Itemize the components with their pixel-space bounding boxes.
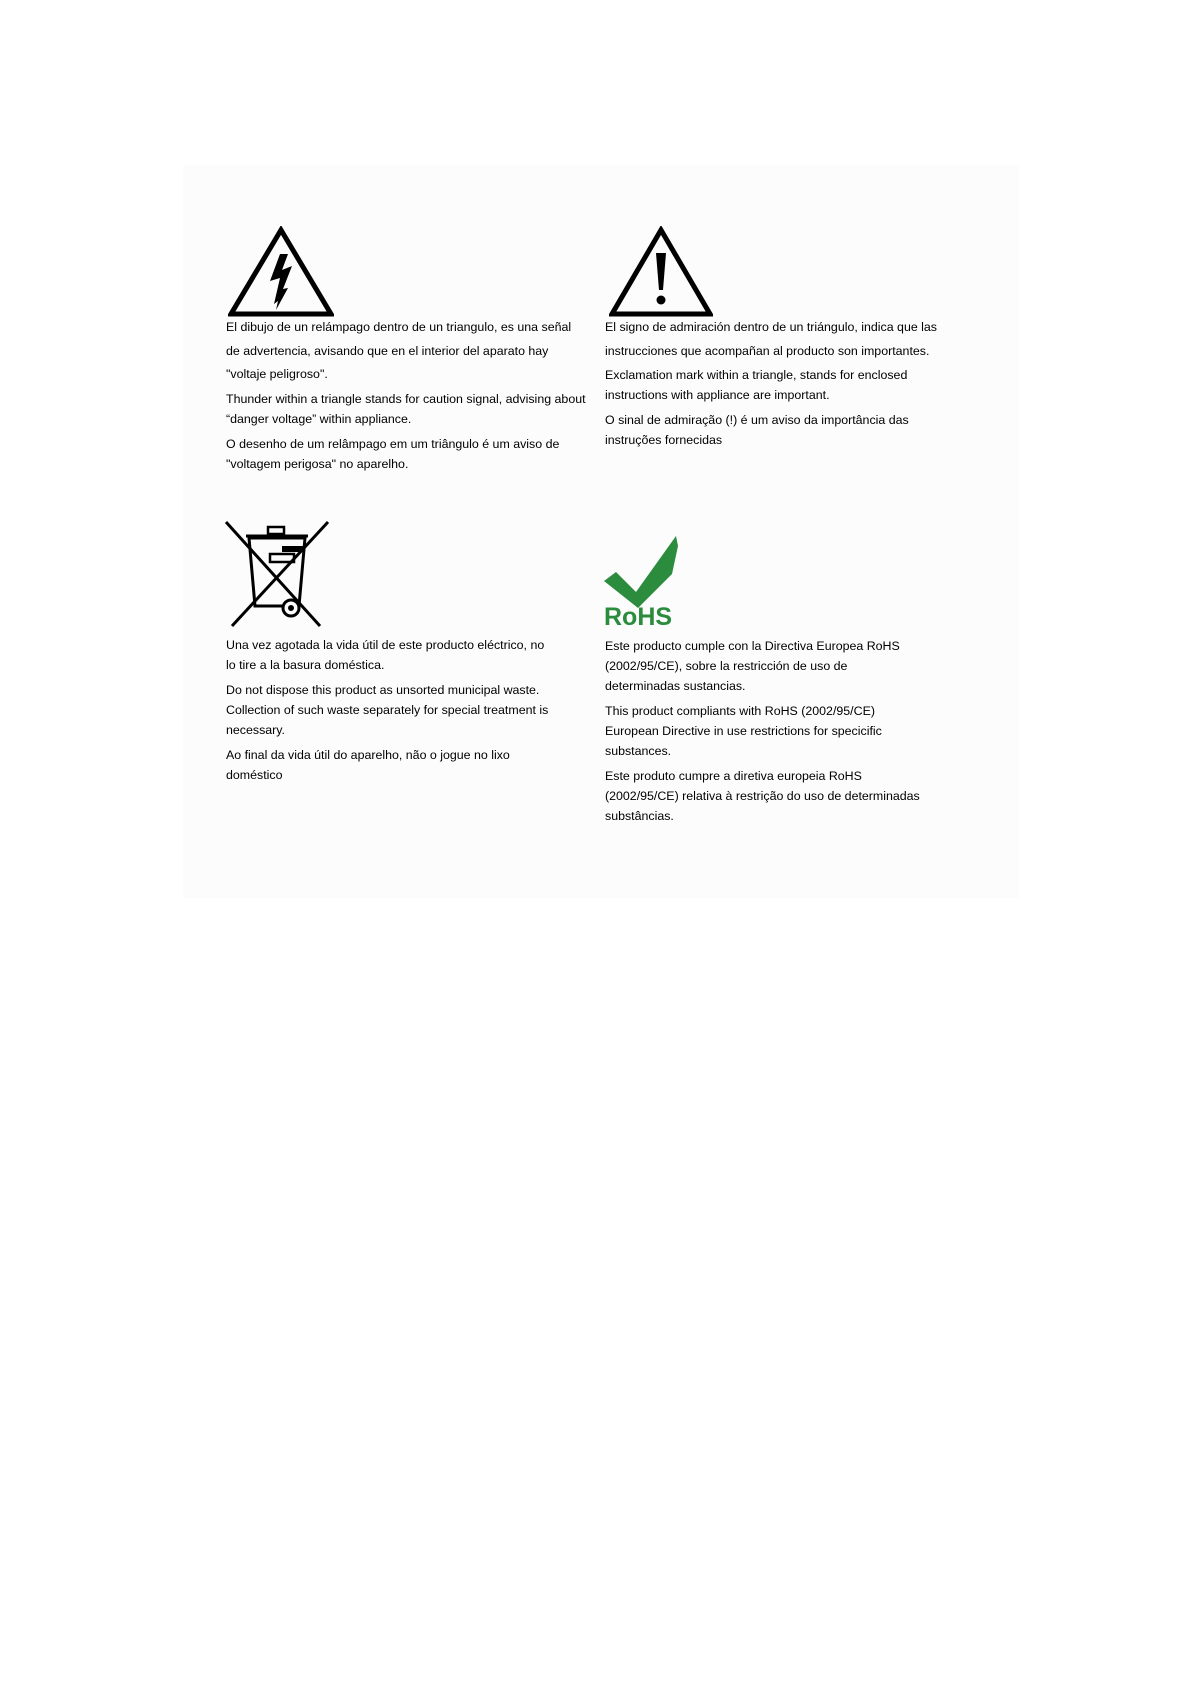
weee-description <box>226 635 556 790</box>
exclamation-text-es: El signo de admiración dentro de un triángulo, indica que las instrucciones que acompañan al producto son importantes. <box>605 320 938 358</box>
rohs-checkmark-logo <box>602 534 684 628</box>
rohs-logo-text: RoHS <box>604 603 673 628</box>
crossed-out-wheelie-bin-icon <box>224 520 330 630</box>
weee-text-es: Una vez agotada la vida útil de este producto eléctrico, no lo tire a la basura doméstica. <box>226 638 545 672</box>
exclamation-warning-triangle-icon <box>609 226 713 318</box>
rohs-text-es: Este producto cumple con la Directiva Europea RoHS (2002/95/CE), sobre la restricción de uso de determinadas sustancias. <box>605 639 900 693</box>
thunder-text-es: El dibujo de un relámpago dentro de un triangulo, es una señal de advertencia, avisando que en el interior del aparato hay "voltaje peligroso". <box>226 320 572 381</box>
exclamation-text-pt: O sinal de admiração (!) é um aviso da importância das instruções fornecidas <box>605 413 909 447</box>
lightning-warning-triangle-icon <box>228 226 334 318</box>
weee-text-en: Do not dispose this product as unsorted municipal waste. Collection of such waste separately for special treatment is necessary. <box>226 683 549 737</box>
exclamation-text-en: Exclamation mark within a triangle, stands for enclosed instructions with appliance are important. <box>605 368 908 402</box>
rohs-description <box>605 636 925 831</box>
thunder-description <box>226 316 586 479</box>
weee-text-pt: Ao final da vida útil do aparelho, não o jogue no lixo doméstico <box>226 748 510 782</box>
exclamation-description <box>605 316 965 455</box>
thunder-text-pt: O desenho de um relâmpago em um triângulo é um aviso de "voltagem perigosa" no aparelho. <box>226 436 560 471</box>
thunder-text-en: Thunder within a triangle stands for caution signal, advising about “danger voltage” within appliance. <box>226 391 586 426</box>
rohs-text-en: This product compliants with RoHS (2002/95/CE) European Directive in use restrictions for specicific substances. <box>605 704 882 758</box>
rohs-text-pt: Este produto cumpre a diretiva europeia RoHS (2002/95/CE) relativa à restrição do uso de determinadas substâncias. <box>605 769 920 823</box>
